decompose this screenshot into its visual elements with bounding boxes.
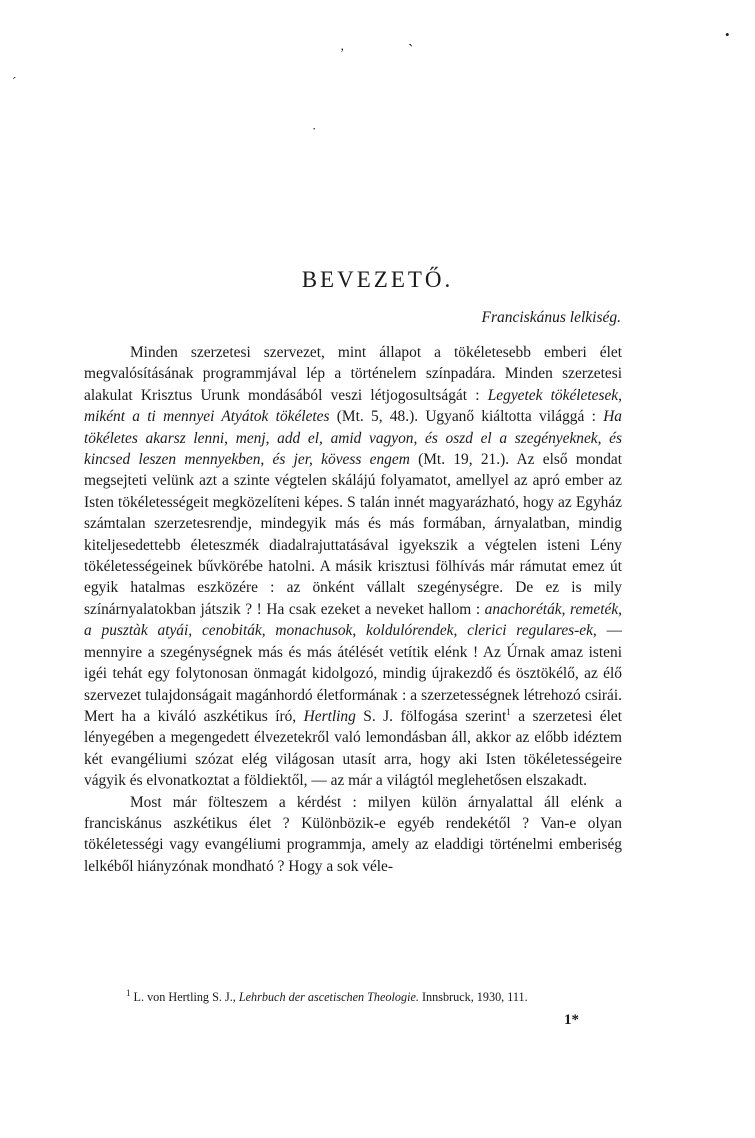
speck-mark: ʼ	[340, 45, 345, 60]
footnote-ref: 1	[506, 706, 511, 717]
signature-mark: 1*	[564, 1012, 579, 1028]
footnote-number: 1	[126, 987, 131, 998]
speck-mark: ˊ	[12, 74, 17, 89]
speck-mark: `	[408, 42, 414, 59]
paragraph-2: Most már fölteszem a kérdést : milyen külön árnyalattal áll elénk a franciskánus aszkétikus élet ? Különbözik-e egyéb rendekétől ? Van-e olyan tökéletességi vagy evangéliumi programmja, amely az eladdigi történelmi emberiség lelkéből hiányzónak mondható ? Hogy a sok véle-	[84, 793, 622, 875]
section-subtitle: Franciskánus lelkiség.	[481, 309, 621, 326]
body-text	[84, 342, 622, 877]
speck-mark: •	[725, 27, 730, 42]
paragraph-1: Minden szerzetesi szervezet, mint állapot a tökéletesebb emberi élet megvalósításának programmjával lép a történelem színpadára. Minden szerzetesi alakulat Krisztus Urunk mondásából veszi létjogosultságát : Legyetek tökéletesek, miként a ti mennyei Atyátok tökéletes (Mt. 5, 48.). Ugyanő kiáltotta világgá : Ha tökéletes akarsz lenni, menj, add el, amid vagyon, és oszd el a szegényeknek, és kincsed leszen mennyekben, és jer, kövess engem (Mt. 19, 21.). Az első mondat megsejteti velünk azt a szinte végtelen skálájú folyamatot, amellyel az apró ember az Isten tökéletességeit megközelíteni képes. S talán innét magyarázható, hogy az Egyház számtalan szerzetesrendje, mindegyik más és más formában, árnyalatban, mindig kiteljesedettebb életeszmék diadalrajuttatásával igyekszik a végtelen isteni Lény tökéletességeinek bűvkörébe hatolni. A másik krisztusi fölhívás már rámutat emez út egyik hatalmas eszközére : az önként vállalt szegénységre. De ez is mily színárnyalatokban játszik ? ! Ha csak ezeket a neveket hallom : anachoréták, remeték, a pusztàk atyái, cenobiták, monachusok, koldulórendek, clerici regulares-ek, — mennyire a szegénységnek más és más átélését vetítik elénk ! Az Úrnak amaz isteni igéi tehát egy folytonosan önmagát kidolgozó, mindig újrakezdő és ösztökélő, az élő szervezet tulajdonságait magánhordó életformának : a szerzetességnek létrehozó csirái. Mert ha a kiváló aszkétikus író, Hertling S. J. fölfogása szerint$^1$ a szerzetesi élet lényegében a megengedett élvezetekről való lemondásban áll, akkor az előbb idéztem két evangéliumi szózat elég világosan utasít arra, hogy aki Isten tökéletességeire vágyik és elvonatkoztat a földiektől, — az már a világtól meglehetősen elszakadt.	[84, 344, 623, 790]
speck-mark: ·	[312, 121, 317, 136]
page-title: BEVEZETŐ.	[301, 267, 454, 293]
footnote: $^1$ L. von Hertling S. J., Lehrbuch der ascetischen Theologie. Innsbruck, 1930, 111.	[126, 987, 528, 1004]
